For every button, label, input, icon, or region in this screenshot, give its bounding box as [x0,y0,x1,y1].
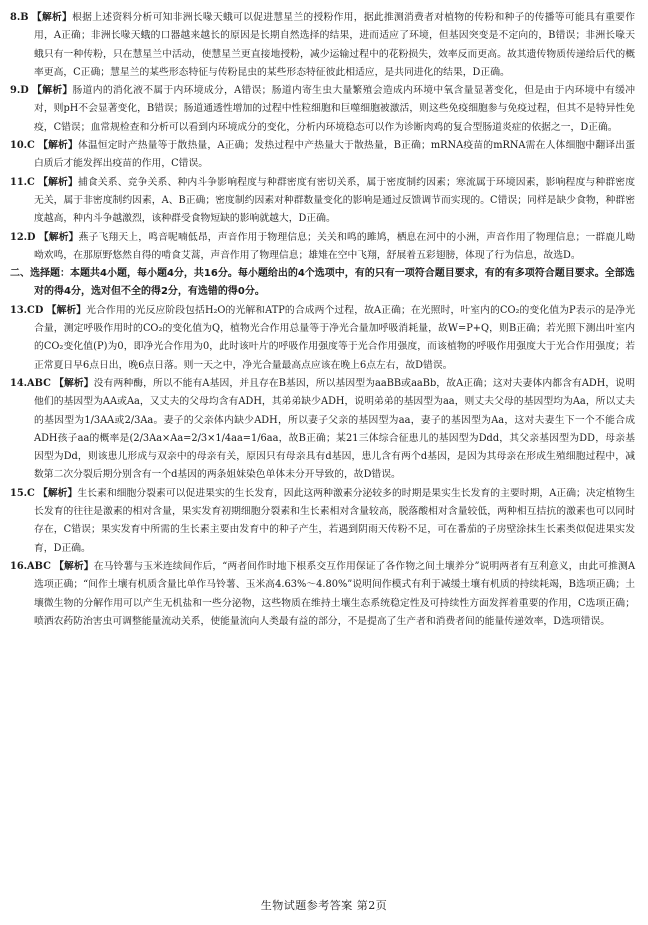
analysis-text: 根据上述资料分析可知非洲长喙天蛾可以促进慧星兰的授粉作用，据此推测消费者对植物的传粉和种子的传播等可能具有重要作用，A正确；非洲长喙天蛾的口器越来越长的原因是长期自然选择的结果，进而适应了环境，但基因突变是不定向的，B错误；非洲长喙天蛾只有一种传粉，只在慧星兰中活动，使慧星兰更直接地授粉，减少运输过程中的花粉损失，效率反而更高。故其遗传物质传递给后代的概率更高，C正确；慧星兰的某些形态特征与传粉昆虫的某些形态特征彼此相适应，是共同进化的结果，D正确。 [34,12,636,78]
answer-item-14 [10,375,635,485]
analysis-tag: 【解析】 [38,487,78,499]
answer-choice: ABC [27,377,51,389]
section-label: 二、选择题： [10,268,70,280]
analysis-tag: 【解析】 [31,12,73,23]
question-number: 13. [10,304,28,316]
answer-choice: D [20,85,29,97]
page-footer: 生物试题参考答案 第2页 [260,899,388,912]
analysis-tag: 【解析】 [38,140,78,152]
answer-item-13 [10,302,635,375]
analysis-tag: 【解析】 [38,176,78,188]
analysis-tag: 【解析】 [46,304,87,316]
answer-item-15 [10,485,635,558]
answer-item-8 [10,9,635,82]
answer-item-16 [10,558,635,631]
analysis-text: 肠道内的消化液不属于内环境成分，A错误；肠道内寄生虫大量繁殖会造成内环境中氧含量显著变化，但是由于内环境中有缓冲对，则pH不会显著变化，B错误；肠道通透性增加的过程中性粒细胞和巨噬细胞被激活，则这些免疫细胞参与免疫过程，但其不是特异性免疫，C错误；血常规检查和分析可以看到内环境成分的变化，分析内环境稳态可以作为诊断肉鸡的复合型肠道炎症的依据之一，D正确。 [34,85,635,133]
section-heading [10,265,635,302]
question-number: 12. [10,231,28,243]
analysis-tag: 【解析】 [54,560,94,572]
answer-item-11 [10,174,635,229]
answer-item-12 [10,229,635,266]
analysis-text: 在马铃薯与玉米连续间作后，“两者间作时地下根系交互作用保证了各作物之间土壤养分”说明两者有互利意义，由此可推测A选项正确；“间作土壤有机质含量比单作马铃薯、玉米高4.63%～4.80%”说明间作模式有利于减缓土壤有机质的持续耗竭，B选项正确；土壤微生物的分解作用可以产生无机盐和一些分泌物，这些物质在维持土壤生态系统稳定性及可持续性方面发挥着重要的作用，C选项正确；喷洒农药防治害虫可调整能量流动关系，使能量流向人类最有益的部分，不是提高了生产者和消费者间的能量传递效率，D选项错误。 [34,560,636,627]
section-instructions: 本题共4小题，每小题4分，共16分。每小题给出的4个选项中，有的只有一项符合题目要求，有的有多项符合题目要求。全部选对的得4分，选对但不全的得2分，有选错的得0分。 [34,268,635,298]
analysis-text: 光合作用的光反应阶段包括H₂O的光解和ATP的合成两个过程，故A正确；在光照时，叶室内的CO₂的变化值为P表示的是净光合量，测定呼吸作用时的CO₂的变化值为Q，植物光合作用总量等于净光合量加呼吸消耗量，故W=P+Q，则B正确；若光照下测出叶室内的CO₂变化值(P)为0，即净光合作用为0，此时该叶片的呼吸作用强度等于光合作用强度，而该植物的呼吸作用强度大于光合作用强度；若正常夏日早6点日出，晚6点日落。则一天之中，净光合量最高点应该在晚上6点左右，故D错误。 [34,304,635,371]
question-number: 16. [10,560,28,572]
analysis-text: 没有两种酶，所以不能有A基因，并且存在B基因，所以基因型为aaBB或aaBb，故A正确；这对夫妻体内都含有ADH，说明他们的基因型为AA或Aa，又丈夫的父母均含有ADH，其弟弟缺少ADH，说明弟弟的基因型为aa，则丈夫父母的基因型均为Aa，所以丈夫的基因型为1/3AA或2/3Aa。妻子的父亲体内缺少ADH，所以妻子父亲的基因型为aa，妻子的基因型为Aa，这对夫妻生下一个不能合成ADH孩子aa的概率是(2/3Aa×Aa=2/3×1/4aa=1/6aa，故B正确；某21三体综合征患儿的基因型为Ddd，其父亲基因型为DD，母亲基因型为Dd，则该患儿形成与双亲中的母亲有关，原因只有母亲具有d基因，患儿含有两个d基因，是因为其母亲在形成生殖细胞过程中，减数第二次分裂后期分别含有一个d基因的两条姐妹染色单体未分开导致的，故D错误。 [34,377,635,481]
answer-item-9 [10,82,635,137]
analysis-tag: 【解析】 [54,377,94,389]
answer-content [10,9,635,631]
question-number: 11. [10,176,28,188]
analysis-text: 体温恒定时产热量等于散热量，A正确；发热过程中产热量大于散热量，B正确；mRNA疫苗的mRNA需在人体细胞中翻译出蛋白质后才能发挥出疫苗的作用，C错误。 [34,140,636,170]
question-number: 8. [10,12,21,23]
question-number: 14. [10,377,28,389]
question-number: 9. [10,85,21,97]
answer-choice: ABC [27,560,51,572]
answer-choice: CD [27,304,44,316]
analysis-text: 生长素和细胞分裂素可以促进果实的生长发育，因此这两种激素分泌较多的时期是果实生长发育的主要时期，A正确；决定植物生长发育的往往是激素的相对含量，果实发育初期细胞分裂素和生长素相对含量较高，脱落酸相对含量较低，两种相互拮抗的激素也可以同时存在，C错误；果实发育中所需的生长素主要由发育中的种子产生，若遇到阴雨天传粉不足，可在番茄的子房壁涂抹生长素类似促进果实发育，D正确。 [34,487,635,554]
answer-choice: C [27,487,35,499]
question-number: 10. [10,140,28,152]
analysis-text: 捕食关系、竞争关系、种内斗争影响程度与种群密度有密切关系，属于密度制约因素；寒流属于环境因素，影响程度与种群密度无关，属于非密度制约因素，A、B正确；密度制约因素对种群数量变化的影响是通过反馈调节而实现的。C错误；同样是缺少食物，种群密度越高，种内斗争越激烈，该种群受食物短缺的影响就越大，D正确。 [34,176,636,225]
answer-choice: B [20,12,29,23]
answer-choice: D [27,231,36,243]
analysis-tag: 【解析】 [38,231,79,243]
analysis-text: 燕子飞翔天上，鸣音呢喃低昂，声音作用于物理信息；关关和鸣的雎鸠，栖息在河中的小洲，声音作用了物理信息；一群鹿儿呦呦欢鸣，在那原野悠然自得的啃食艾蒿，声音作用了物理信息；雄雉在空中飞翔，舒展着五彩翅膀，体现了行为信息，故选D。 [34,231,636,261]
question-number: 15. [10,487,28,499]
answer-choice: C [27,176,35,188]
analysis-tag: 【解析】 [32,85,73,97]
answer-item-10 [10,137,635,174]
answer-choice: C [27,140,35,152]
